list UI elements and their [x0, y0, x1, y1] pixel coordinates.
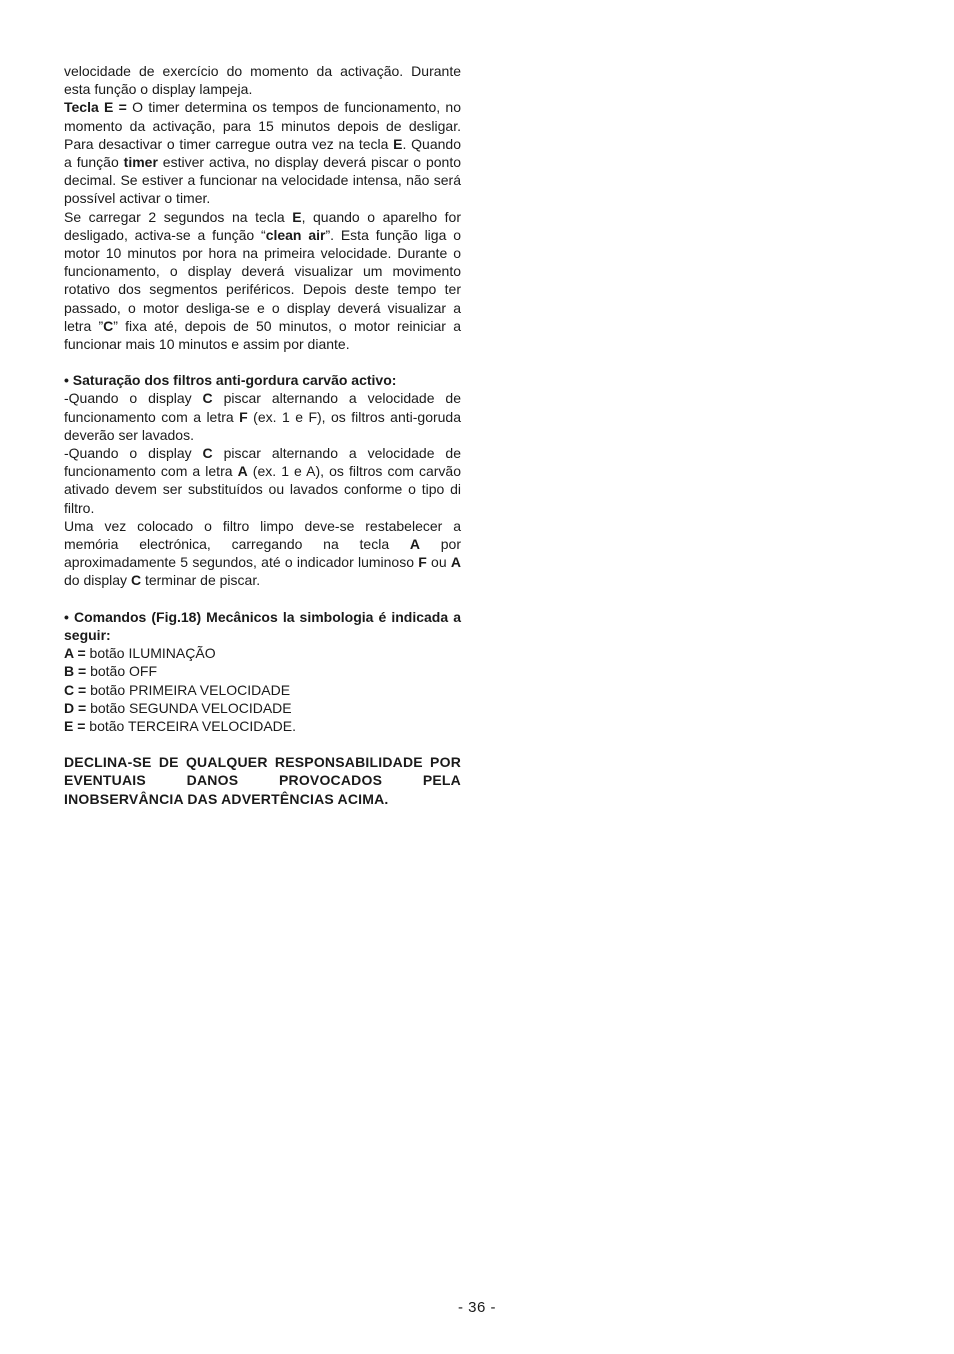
- key-e-label: Tecla E =: [64, 99, 127, 116]
- saturation-reset-memory: Uma vez colocado o filtro limpo deve-se restabelecer a memória electrónica, carregando na tecla A por aproximadamente 5 segundos, até o indicador luminoso F ou A do display C terminar de piscar.: [64, 517, 462, 589]
- command-item: E = botão TERCEIRA VELOCIDADE.: [64, 717, 297, 734]
- commands-heading: • Comandos (Fig.18) Mecânicos la simbologia é indicada a seguir:: [64, 608, 461, 643]
- paragraph-speed: velocidade de exercício do momento da activação. Durante esta função o display lampeja.: [64, 63, 461, 98]
- saturation-carbon-filter: -Quando o display C piscar alternando a velocidade de funcionamento com a letra A (ex. 1 e A), os filtros com carvão ativado devem ser substituídos ou lavados conforme o tipo di filtro.: [64, 445, 461, 516]
- disclaimer-warning: DECLINA-SE DE QUALQUER RESPONSABILIDADE POR EVENTUAIS DANOS PROVOCADOS PELA INOBSERVÂNCIA DAS ADVERTÊNCIAS ACIMA.: [64, 754, 461, 807]
- paragraph-key-e-timer: Tecla E = O timer determina os tempos de funcionamento, no momento da activação, para 15 minutos depois de desligar. Para desactivar o timer carregue outra vez na tecla E. Quando a função timer estiver activa, no display deverá piscar o ponto decimal. Se estiver a funcionar na velocidade intensa, não será possível activar o timer.: [64, 99, 462, 207]
- text-column: [64, 62, 461, 808]
- saturation-heading: • Saturação dos filtros anti-gordura carvão activo:: [64, 372, 397, 389]
- command-item: C = botão PRIMEIRA VELOCIDADE: [64, 681, 291, 698]
- page-number: - 36 -: [457, 1299, 496, 1316]
- command-item: D = botão SEGUNDA VELOCIDADE: [64, 699, 292, 716]
- command-item: B = botão OFF: [64, 663, 157, 680]
- paragraph-clean-air: Se carregar 2 segundos na tecla E, quando o aparelho for desligado, activa-se a função “clean air”. Esta função liga o motor 10 minutos por hora na primeira velocidade. Durante o funcionamento, o display deverá visualizar um movimento rotativo dos segmentos periféricos. Depois deste tempo ter passado, o motor desliga-se e o display deverá visualizar a letra ”C” fixa até, depois de 50 minutos, o motor reiniciar a funcionar mais 10 minutos e assim por diante.: [64, 208, 461, 353]
- command-item: A = botão ILUMINAÇÃO: [64, 645, 216, 662]
- saturation-grease-filter: -Quando o display C piscar alternando a velocidade de funcionamento com a letra F (ex. 1 e F), os filtros anti-goruda deverão ser lavados.: [64, 390, 461, 443]
